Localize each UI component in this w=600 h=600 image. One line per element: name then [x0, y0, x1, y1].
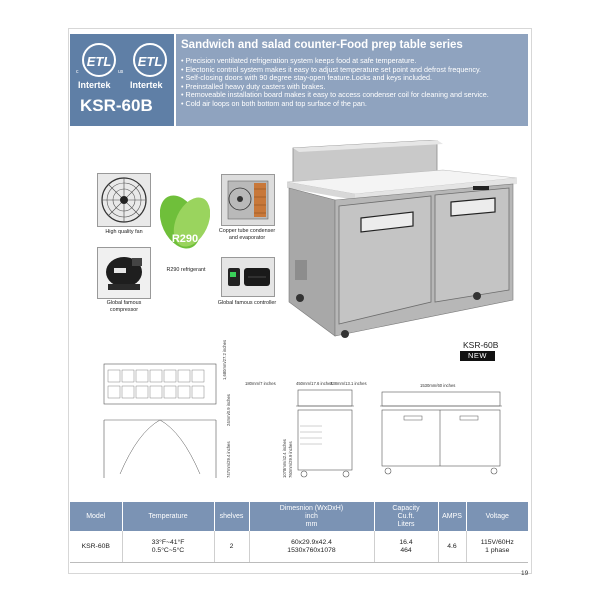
compressor-image — [97, 247, 151, 299]
fan-caption: High quality fan — [105, 229, 143, 235]
controller-icon — [222, 258, 274, 296]
feature-list — [181, 57, 489, 109]
etl-logo-icon: ETL — [133, 43, 167, 77]
front-view-drawing — [378, 388, 506, 480]
feature-item: • Cold air loops on both bottom and top surface of the pan. — [181, 98, 367, 108]
r290-image — [160, 186, 210, 262]
cert-name: Intertek — [130, 80, 163, 90]
feature-item: • Precision ventilated refrigeration system keeps food at safe temperature. — [181, 56, 417, 65]
new-badge: NEW — [460, 351, 495, 361]
side-width-dim: 338mm/13.1 inches — [330, 381, 367, 386]
col-header: Voltage — [466, 502, 528, 531]
cert-c-mark: c — [76, 69, 79, 75]
compressor-icon — [98, 248, 150, 298]
feature-item: • Preinstalled heavy duty casters with brakes. — [181, 81, 326, 91]
refrigerant-caption: R290 refrigerant — [166, 267, 206, 273]
product-model-label: KSR-60B — [463, 340, 499, 350]
table-cell: 115V/60Hz 1 phase — [466, 531, 528, 563]
controller-caption: Global famous controller — [217, 300, 277, 306]
table-cell: 33°F~41°F 0.5°C~5°C — [122, 531, 214, 563]
leaf-icon — [160, 186, 210, 262]
col-header: Capacity Cu.ft. Liters — [374, 502, 438, 531]
side-height-dim: 1078mm/42.4 inches — [282, 439, 287, 478]
col-header: Model — [70, 502, 122, 531]
table-cell: 16.4 464 — [374, 531, 438, 563]
table-cell: 4.6 — [438, 531, 466, 563]
side-width-dim: 450mm/17.6 inches — [296, 381, 333, 386]
side-height-dim: 760mm/29.9 inches — [288, 441, 293, 478]
top-height-dim: 24mm/0.9 inches — [226, 394, 231, 426]
top-view-drawing — [98, 362, 228, 480]
col-header: AMPS — [438, 502, 466, 531]
table-row — [70, 531, 528, 563]
feature-item: • Electonic control system makes it easy to adjust temperature set point and defrost frequency. — [181, 64, 482, 74]
top-height-dim: 747mm/29.4 inches — [226, 441, 231, 478]
front-width-dim: 1530mm/60 inches — [420, 383, 456, 388]
etl-logo-icon: ETL — [82, 43, 116, 77]
feature-item: • Removeable installation board makes it easy to access condenser coil for cleaning and service. — [181, 90, 489, 100]
prep-table-image — [285, 140, 521, 340]
spec-table — [70, 502, 528, 563]
table-cell: KSR-60B — [70, 531, 122, 563]
top-height-dim: 1,680mm/27.2 inches — [222, 339, 227, 380]
col-header: Dimesnion (WxDxH) inch mm — [249, 502, 374, 531]
condenser-image — [221, 174, 275, 226]
table-cell: 2 — [214, 531, 249, 563]
cert-us-mark: us — [118, 69, 124, 75]
fan-icon — [98, 174, 150, 226]
table-cell: 60x29.9x42.4 1530x760x1078 — [249, 531, 374, 563]
page-title: Sandwich and salad counter-Food prep table series — [181, 39, 463, 51]
fan-image — [97, 173, 151, 227]
table-header-row — [70, 502, 528, 531]
feature-item: • Self-closing doors with 90 degree stay-open feature.Locks and keys included. — [181, 73, 433, 83]
side-width-dim: 180mm/7 inches — [245, 381, 276, 386]
r290-badge: R290 — [171, 233, 199, 245]
model-heading: KSR-60B — [80, 96, 153, 115]
page-number: 19 — [521, 570, 529, 577]
col-header: shelves — [214, 502, 249, 531]
compressor-caption: Global famous compressor — [106, 300, 142, 313]
condenser-icon — [222, 175, 274, 225]
condenser-caption: Copper tube condenser and evaporator — [218, 228, 276, 241]
controller-image — [221, 257, 275, 297]
cert-name: Intertek — [78, 80, 111, 90]
col-header: Temperature — [122, 502, 214, 531]
